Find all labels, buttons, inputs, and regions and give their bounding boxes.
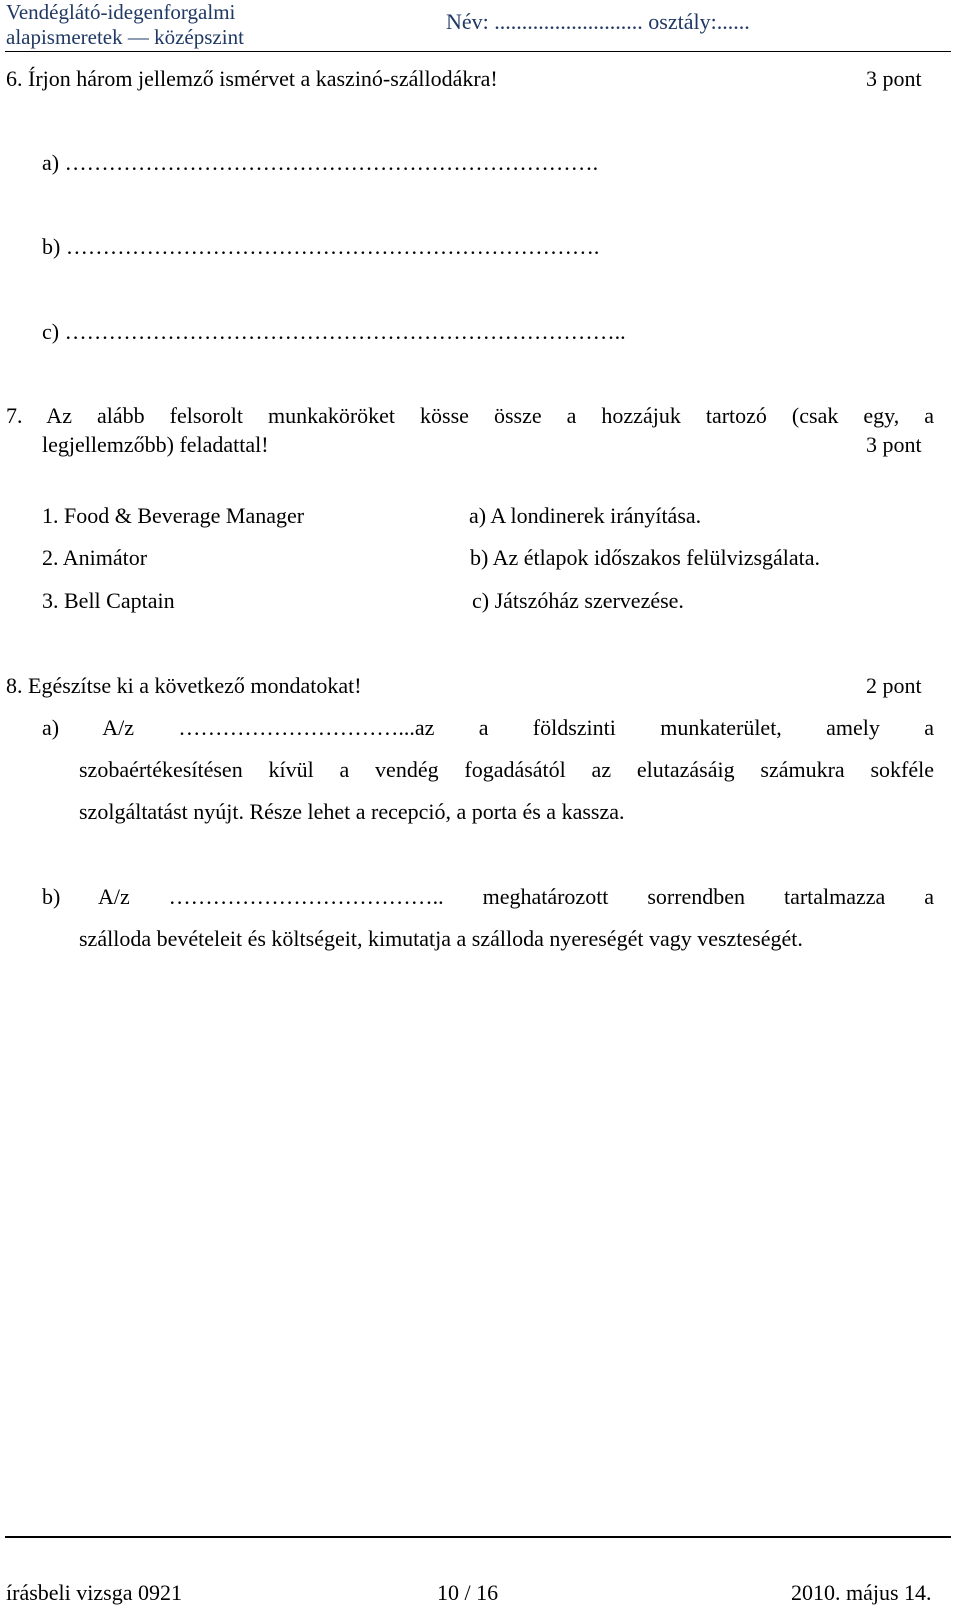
q6-answer-c: c) ………………………………………………………………….. — [42, 319, 626, 344]
q6-question: 6. Írjon három jellemző ismérvet a kaszinó-szállodákra! — [6, 66, 498, 91]
q7-question-line2: legjellemzőbb) feladattal! — [42, 432, 269, 457]
q7-left-item: 1. Food & Beverage Manager — [42, 503, 305, 528]
q8-a-line2: szobaértékesítésen kívül a vendég fogadásától az elutazásáig számukra sokféle — [79, 757, 934, 782]
footer-exam-id: írásbeli vizsga 0921 — [6, 1580, 182, 1605]
q6-points: 3 pont — [866, 66, 922, 91]
q7-left-item: 2. Animátor — [42, 545, 148, 570]
q7-left-item: 3. Bell Captain — [42, 588, 175, 613]
header-name-class: Név: ........................... osztály:...... — [446, 9, 750, 34]
footer-page-number: 10 / 16 — [437, 1580, 499, 1605]
footer-rule — [5, 1536, 951, 1538]
q8-points: 2 pont — [866, 673, 922, 698]
q7-right-item: b) Az étlapok időszakos felülvizsgálata. — [470, 545, 821, 570]
header-rule — [5, 51, 951, 52]
q6-answer-b: b) ………………………………………………………………. — [42, 234, 600, 259]
q6-answer-a: a) ………………………………………………………………. — [42, 150, 599, 175]
q8-b-line1: b) A/z ……………………………….. meghatározott sorrendben tartalmazza a — [42, 884, 934, 909]
q8-b-line2: szálloda bevételeit és költségeit, kimutatja a szálloda nyereségét vagy veszteségét. — [79, 926, 803, 951]
header-subject — [6, 0, 244, 50]
header-subject-line2: alapismeretek — középszint — [6, 25, 244, 49]
q7-question-line1: 7. Az alább felsorolt munkaköröket kösse össze a hozzájuk tartozó (csak egy, a — [6, 403, 934, 428]
header-subject-line1: Vendéglátó-idegenforgalmi — [6, 0, 236, 24]
q7-right-item: c) Játszóház szervezése. — [472, 588, 684, 613]
footer-date: 2010. május 14. — [791, 1580, 932, 1605]
q8-question: 8. Egészítse ki a következő mondatokat! — [6, 673, 362, 698]
q8-a-line3: szolgáltatást nyújt. Része lehet a recepció, a porta és a kassza. — [79, 799, 625, 824]
q7-points: 3 pont — [866, 432, 922, 457]
q8-a-line1: a) A/z …………………………...az a földszinti munkaterület, amely a — [42, 715, 934, 740]
q7-right-item: a) A londinerek irányítása. — [469, 503, 702, 528]
